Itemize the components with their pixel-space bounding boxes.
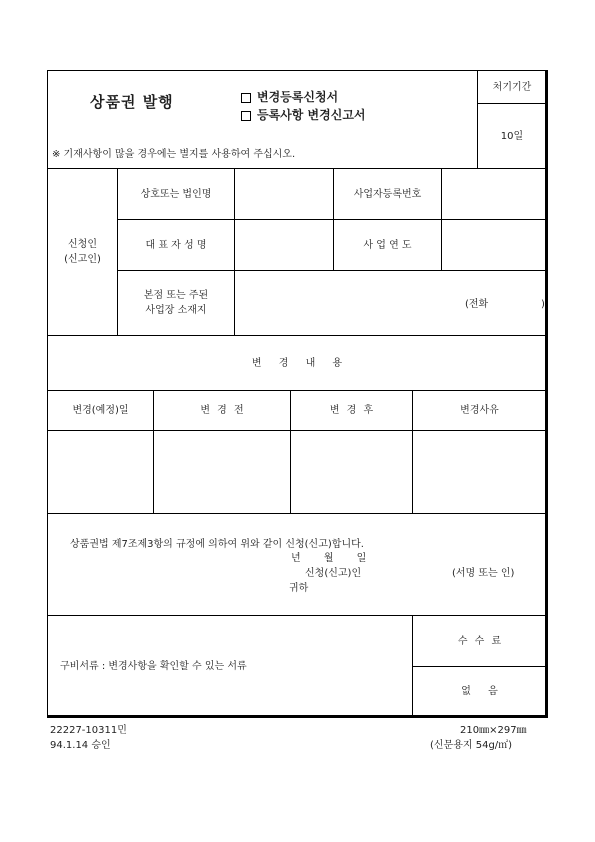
addressee-label: 귀하 (289, 583, 309, 594)
option-change-registration-label: 변경등록신청서 (257, 90, 339, 104)
changes-section-title: 변 경 내 용 (251, 357, 350, 369)
approval-date: 94.1.14 승인 (50, 740, 111, 751)
representative-label: 대 표 자 성 명 (145, 239, 207, 251)
option-change-report-label: 등록사항 변경신고서 (257, 108, 366, 122)
change-date-field[interactable] (48, 431, 153, 513)
applicant-section-label (48, 169, 117, 335)
before-field[interactable] (154, 431, 290, 513)
fee-value: 없 음 (461, 686, 505, 697)
reason-field[interactable] (413, 431, 546, 513)
declaration-applicant-label: 신청(신고)인 (305, 568, 362, 579)
representative-field[interactable] (235, 220, 333, 270)
checkbox-icon[interactable] (241, 93, 251, 103)
address-label-line2: 사업장 소재지 (145, 305, 207, 316)
business-name-label: 상호또는 법인명 (140, 188, 212, 200)
business-year-field[interactable] (442, 220, 546, 270)
form-number: 22227-10311민 (50, 725, 127, 736)
form-title: 상품권 발행 (90, 93, 174, 111)
paper-spec: (신문용지 54g/㎡) (430, 740, 513, 751)
paper-size: 210㎜×297㎜ (460, 725, 527, 736)
column-header-after: 변 경 후 (329, 405, 376, 416)
after-field[interactable] (291, 431, 412, 513)
column-header-change-date: 변경(예정)일 (72, 405, 129, 416)
registration-number-label: 사업자등록번호 (353, 188, 422, 200)
address-label-line1: 본점 또는 주된 (143, 290, 209, 301)
address-field[interactable] (235, 271, 546, 335)
phone-open-label: (전화 (465, 299, 489, 310)
signature-label: (서명 또는 인) (452, 568, 515, 579)
applicant-label-line1: 신청인 (68, 239, 97, 250)
form-note: ※ 기재사항이 많을 경우에는 별지를 사용하여 주십시오. (52, 149, 296, 160)
declaration-date-line: 년 월 일 (291, 553, 377, 564)
phone-close-label: ) (541, 299, 545, 310)
fee-label: 수 수 료 (457, 635, 504, 647)
checkbox-icon[interactable] (241, 111, 251, 121)
applicant-label-line2: (신고인) (64, 254, 101, 265)
processing-period-value: 10일 (500, 130, 524, 142)
business-name-field[interactable] (235, 169, 333, 219)
registration-number-field[interactable] (442, 169, 546, 219)
rule-changes-body-bottom (47, 513, 546, 514)
processing-period-label: 처기기간 (492, 81, 532, 93)
column-header-before: 변 경 전 (200, 405, 246, 416)
declaration-statement: 상품권법 제7조제3항의 규정에 의하여 위와 같이 신청(신고)합니다. (70, 539, 364, 550)
business-year-label: 사 업 연 도 (363, 239, 412, 251)
column-header-reason: 변경사유 (460, 405, 499, 416)
required-documents-label: 구비서류 : 변경사항을 확인할 수 있는 서류 (60, 661, 247, 672)
address-label (118, 271, 234, 335)
